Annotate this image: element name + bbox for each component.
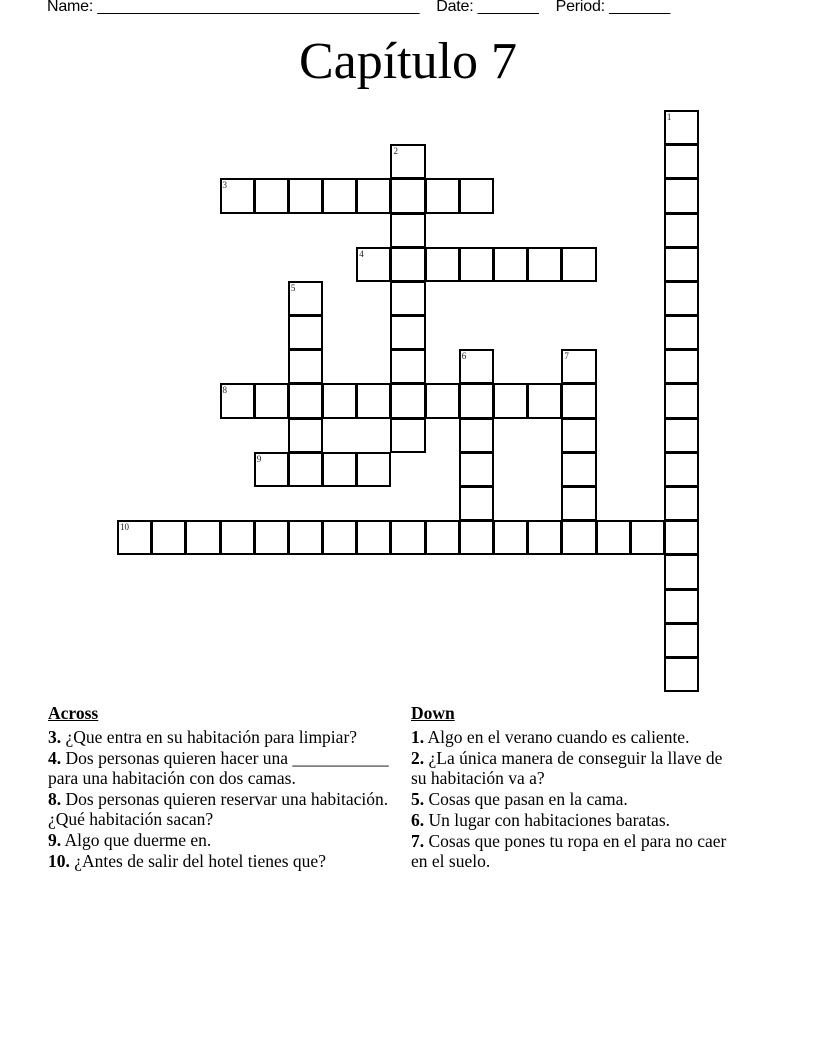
crossword-cell[interactable] [254, 178, 289, 213]
crossword-cell[interactable] [390, 213, 425, 248]
clue-number-label: 4 [359, 248, 364, 259]
clue-number-label: 5 [290, 282, 296, 293]
crossword-cell[interactable] [390, 349, 425, 384]
crossword-cell[interactable] [527, 247, 562, 282]
crossword-cell[interactable] [664, 349, 699, 384]
clue-number-label: 1 [666, 112, 672, 122]
crossword-cell[interactable] [390, 418, 425, 453]
crossword-cell[interactable] [288, 281, 323, 316]
crossword-cell[interactable] [459, 247, 494, 282]
clue-text: Dos personas quieren hacer una ___________ para una habitación con dos camas. [48, 748, 389, 788]
period-label: Period: [555, 0, 605, 15]
clue-number: 1. [411, 727, 425, 747]
crossword-cell[interactable] [527, 383, 562, 418]
clue-across-9 [48, 830, 408, 850]
crossword-cell[interactable] [356, 383, 391, 418]
clue-down-7 [411, 831, 741, 871]
crossword-cell[interactable] [288, 178, 323, 213]
crossword-cell[interactable] [561, 418, 596, 453]
crossword-cell[interactable] [356, 178, 391, 213]
crossword-cell[interactable] [459, 349, 494, 384]
clue-number: 10. [48, 851, 70, 871]
crossword-cell[interactable] [254, 520, 289, 555]
crossword-cell[interactable] [664, 657, 699, 692]
clue-across-10 [48, 851, 408, 871]
clue-number-label: 2 [393, 146, 398, 157]
down-heading: Down [411, 703, 455, 723]
crossword-cell[interactable] [390, 144, 425, 179]
name-field[interactable]: _____________________________________ [97, 0, 420, 15]
crossword-cell[interactable] [390, 247, 425, 282]
clue-text: ¿Antes de salir del hotel tienes que? [74, 851, 326, 871]
crossword-cell[interactable] [664, 486, 699, 521]
name-label: Name: [47, 0, 94, 15]
crossword-cell[interactable] [561, 349, 596, 384]
period-field[interactable]: _______ [609, 0, 671, 15]
crossword-cell[interactable] [425, 178, 460, 213]
crossword-cell[interactable] [664, 383, 699, 418]
crossword-cell[interactable] [664, 520, 699, 555]
clue-number: 3. [48, 727, 62, 747]
crossword-cell[interactable] [390, 383, 425, 418]
crossword-cell[interactable] [561, 383, 596, 418]
crossword-cell[interactable] [288, 452, 323, 487]
crossword-cell[interactable] [664, 110, 699, 145]
clue-number-label: 7 [564, 351, 569, 362]
crossword-cell[interactable] [664, 213, 699, 248]
crossword-cell[interactable] [664, 623, 699, 658]
crossword-cell[interactable] [322, 383, 357, 418]
crossword-cell[interactable] [151, 520, 186, 555]
crossword-cell[interactable] [664, 247, 699, 282]
crossword-cell[interactable] [664, 554, 699, 589]
clue-down-5 [411, 789, 741, 809]
across-heading: Across [48, 703, 99, 723]
clue-number-label: 10 [120, 522, 129, 533]
clue-across-4 [48, 748, 408, 788]
date-field[interactable]: _______ [477, 0, 539, 15]
crossword-cell[interactable] [390, 281, 425, 316]
crossword-cell[interactable] [288, 520, 323, 555]
crossword-cell[interactable] [220, 383, 255, 418]
crossword-cell[interactable] [561, 520, 596, 555]
crossword-cell[interactable] [561, 247, 596, 282]
crossword-cell[interactable] [390, 178, 425, 213]
clue-text: Cosas que pasan en la cama. [428, 789, 628, 809]
crossword-cell[interactable] [561, 452, 596, 487]
crossword-cell[interactable] [561, 486, 596, 521]
crossword-cell[interactable] [425, 247, 460, 282]
crossword-cell[interactable] [664, 418, 699, 453]
date-label: Date: [436, 0, 474, 15]
crossword-cell[interactable] [459, 486, 494, 521]
across-clues [48, 702, 408, 872]
crossword-cell[interactable] [459, 418, 494, 453]
clue-text: Algo en el verano cuando es caliente. [427, 727, 690, 747]
clue-number: 7. [411, 831, 425, 851]
crossword-cell[interactable] [425, 520, 460, 555]
crossword-cell[interactable] [425, 383, 460, 418]
clue-number: 2. [411, 748, 425, 768]
crossword-cell[interactable] [288, 349, 323, 384]
crossword-cell[interactable] [664, 315, 699, 350]
clue-text: Cosas que pones tu ropa en el para no caer en el suelo. [411, 831, 727, 871]
crossword-cell[interactable] [220, 520, 255, 555]
crossword-cell[interactable] [254, 452, 289, 487]
crossword-cell[interactable] [664, 589, 699, 624]
crossword-cell[interactable] [664, 144, 699, 179]
crossword-cell[interactable] [117, 520, 152, 555]
crossword-cell[interactable] [356, 452, 391, 487]
crossword-cell[interactable] [185, 520, 220, 555]
crossword-cell[interactable] [390, 520, 425, 555]
crossword-cell[interactable] [493, 383, 528, 418]
clue-text: Dos personas quieren reservar una habitación. ¿Qué habitación sacan? [48, 789, 389, 829]
clue-down-1 [411, 727, 741, 747]
clue-number: 8. [48, 789, 62, 809]
clue-text: Un lugar con habitaciones baratas. [428, 810, 671, 830]
clue-across-8 [48, 789, 408, 829]
crossword-cell[interactable] [664, 452, 699, 487]
crossword-cell[interactable] [390, 315, 425, 350]
clue-down-6 [411, 810, 741, 830]
clue-number: 5. [411, 789, 425, 809]
crossword-cell[interactable] [356, 247, 391, 282]
crossword-cell[interactable] [322, 452, 357, 487]
crossword-cell[interactable] [596, 520, 631, 555]
clue-down-2 [411, 748, 741, 788]
page-title: Capítulo 7 [298, 33, 518, 90]
clue-text: ¿Que entra en su habitación para limpiar? [65, 727, 358, 747]
clue-number: 9. [48, 830, 62, 850]
clue-number: 4. [48, 748, 62, 768]
crossword-cell[interactable] [459, 383, 494, 418]
crossword-cell[interactable] [664, 178, 699, 213]
crossword-cell[interactable] [254, 383, 289, 418]
clue-number-label: 6 [461, 351, 467, 362]
crossword-cell[interactable] [459, 452, 494, 487]
down-clues [411, 702, 741, 872]
clue-number-label: 9 [256, 453, 262, 464]
crossword-cell[interactable] [288, 383, 323, 418]
crossword-cell[interactable] [220, 178, 255, 213]
clue-number: 6. [411, 810, 425, 830]
crossword-cell[interactable] [322, 520, 357, 555]
crossword-cell[interactable] [288, 418, 323, 453]
crossword-cell[interactable] [459, 178, 494, 213]
clue-number-label: 3 [222, 180, 228, 191]
clue-number-label: 8 [222, 385, 228, 396]
crossword-cell[interactable] [459, 520, 494, 555]
crossword-cell[interactable] [664, 281, 699, 316]
crossword-cell[interactable] [322, 178, 357, 213]
crossword-cell[interactable] [527, 520, 562, 555]
clue-across-3 [48, 727, 408, 747]
clue-text: Algo que duerme en. [64, 830, 212, 850]
crossword-cell[interactable] [493, 247, 528, 282]
crossword-cell[interactable] [493, 520, 528, 555]
crossword-cell[interactable] [630, 520, 665, 555]
crossword-cell[interactable] [356, 520, 391, 555]
clue-text: ¿La única manera de conseguir la llave de su habitación va a? [411, 748, 723, 788]
crossword-cell[interactable] [288, 315, 323, 350]
